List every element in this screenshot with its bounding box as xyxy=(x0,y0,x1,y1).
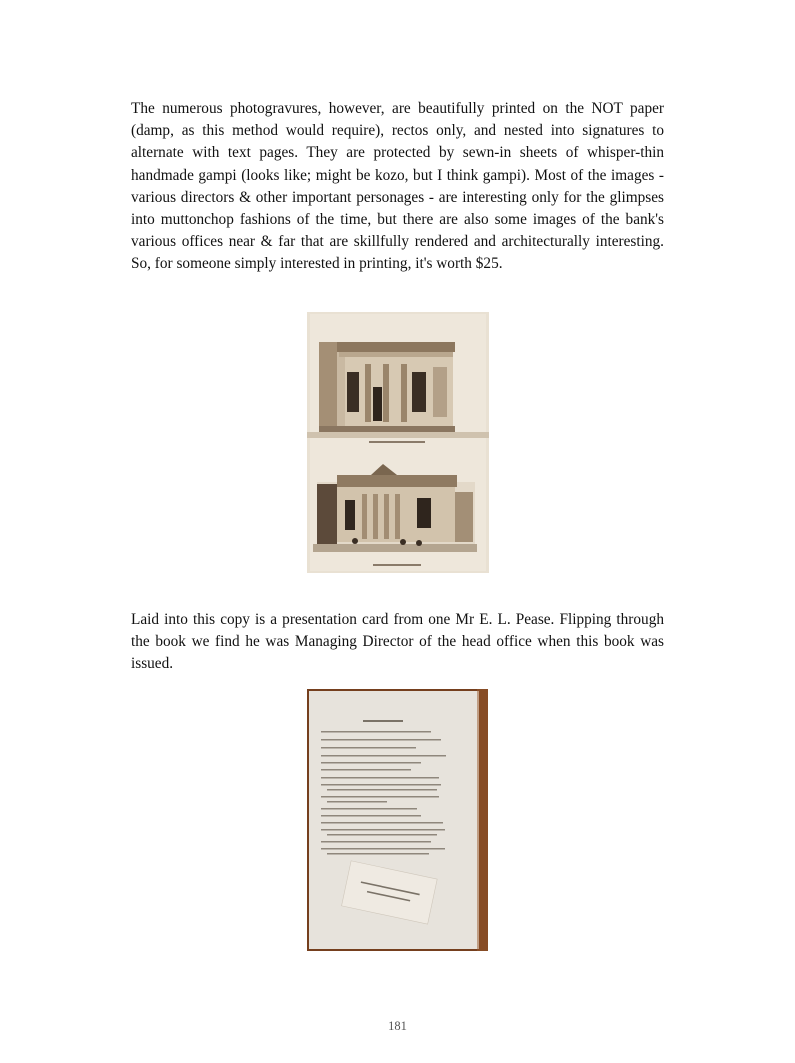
contents-page-with-card-photo xyxy=(307,689,488,951)
contents-page-illustration xyxy=(307,689,488,951)
photogravure-bank-buildings-photo xyxy=(307,312,489,573)
body-paragraph-photogravures: The numerous photogravures, however, are beautifully printed on the NOT paper (damp, as this method would require), rectos only, and nested into signatures to alternate with text pages. They are protected by sewn-in sheets of whisper-thin handmade gampi (looks like; might be kozo, but I think gampi). Most of the images - various directors & other important personages - are interesting only for the glimpses into muttonchop fashions of the time, but there are also some images of the bank's various offices near & far that are skillfully rendered and architecturally interesting. So, for someone simply interested in printing, it's worth $25. xyxy=(131,100,664,273)
body-paragraph-presentation-card: Laid into this copy is a presentation card from one Mr E. L. Pease. Flipping through the book we find he was Managing Director of the head office when this book was issued. xyxy=(131,611,664,673)
bank-buildings-illustration xyxy=(307,312,489,573)
page-number: 181 xyxy=(388,1019,407,1033)
